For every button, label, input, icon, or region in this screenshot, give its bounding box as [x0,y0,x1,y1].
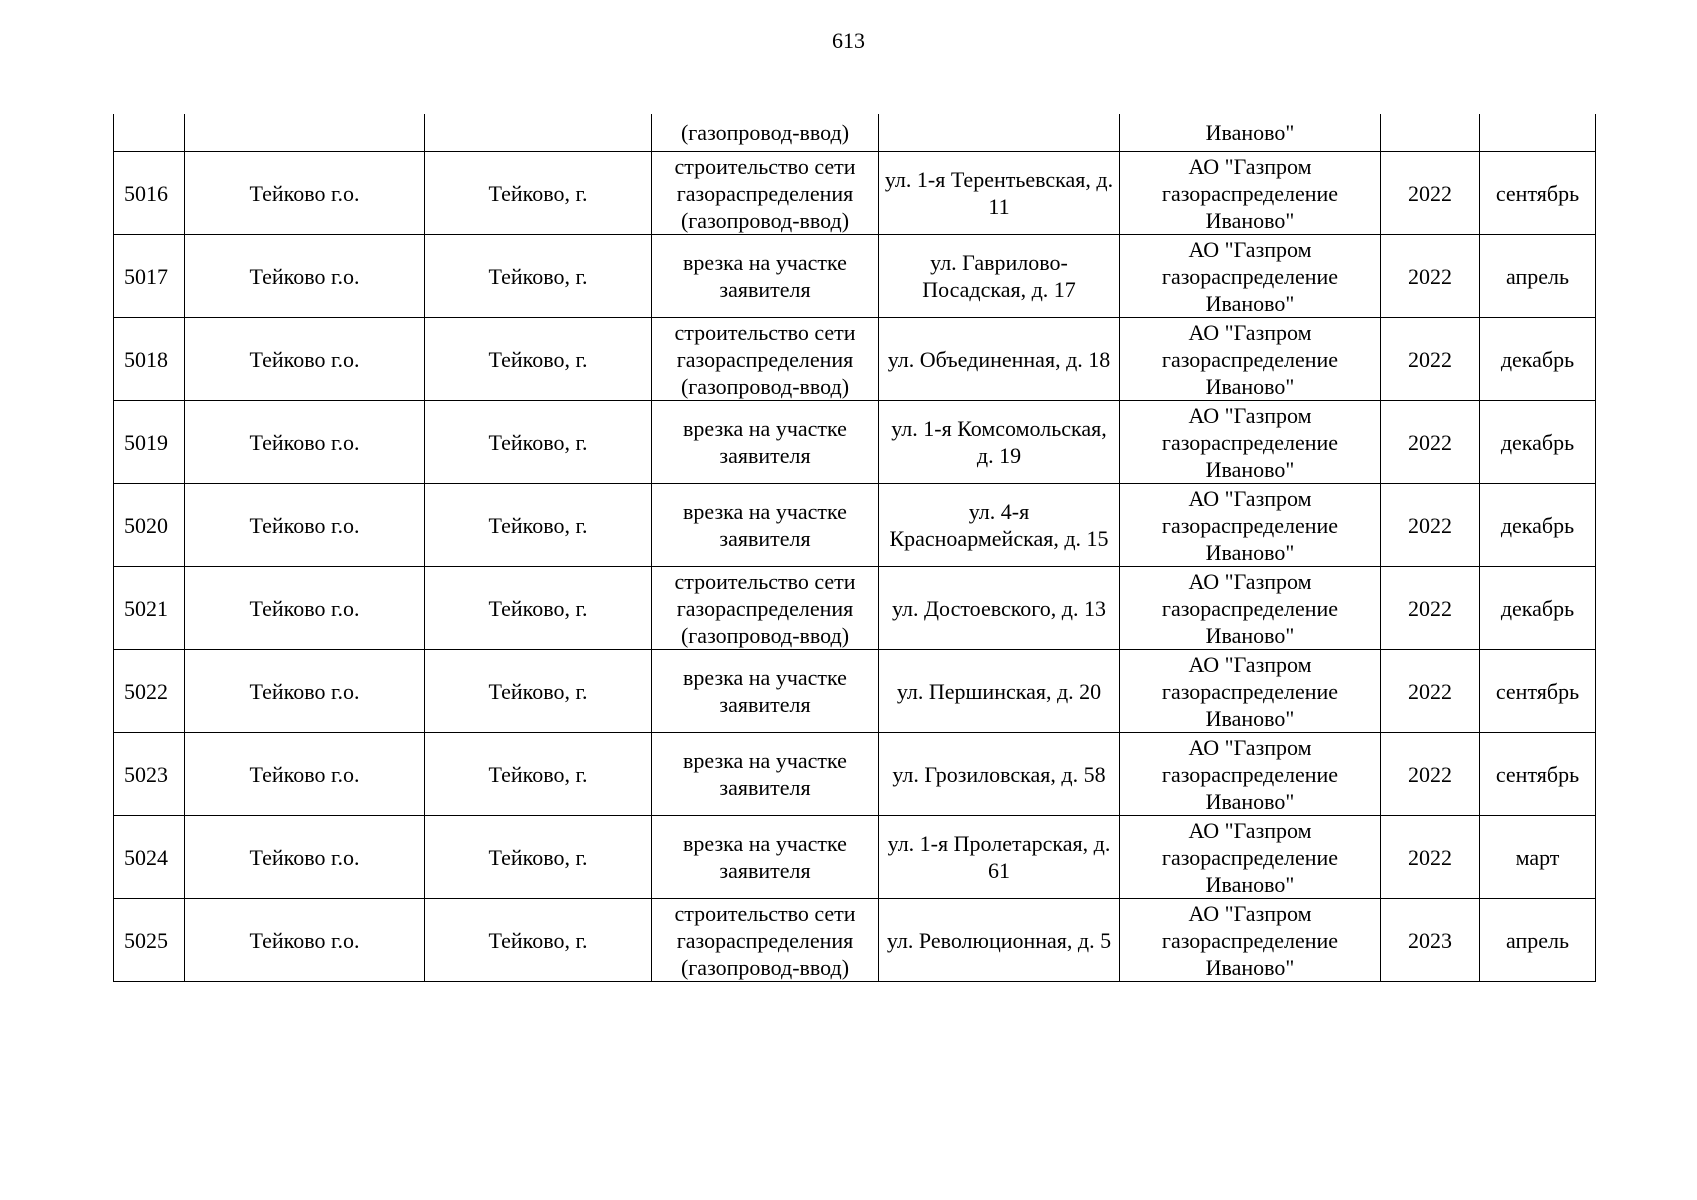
cell-locality: Тейково, г. [425,816,652,899]
cell-month: декабрь [1480,484,1596,567]
cell-district: Тейково г.о. [185,318,425,401]
cell-locality: Тейково, г. [425,567,652,650]
cell-district: Тейково г.о. [185,899,425,982]
cell-year: 2022 [1381,567,1480,650]
cell-org: АО "Газпром газораспределение Иваново" [1120,152,1381,235]
cell-locality: Тейково, г. [425,152,652,235]
cell-org: АО "Газпром газораспределение Иваново" [1120,650,1381,733]
table-row [114,484,1596,567]
cell-month: сентябрь [1480,733,1596,816]
gasification-table [113,114,1596,982]
cell-work: врезка на участке заявителя [652,650,879,733]
cell-num: 5023 [114,733,185,816]
cell-work: врезка на участке заявителя [652,484,879,567]
cell-org: АО "Газпром газораспределение Иваново" [1120,235,1381,318]
cell-num: 5017 [114,235,185,318]
cell-year: 2022 [1381,152,1480,235]
cell-locality: Тейково, г. [425,401,652,484]
cell-work: врезка на участке заявителя [652,401,879,484]
cell-locality: Тейково, г. [425,733,652,816]
table-row [114,650,1596,733]
cell-work: врезка на участке заявителя [652,235,879,318]
table-row [114,152,1596,235]
cell-work: врезка на участке заявителя [652,733,879,816]
cell-year: 2022 [1381,816,1480,899]
cell-num: 5019 [114,401,185,484]
cell-work: строительство сети газораспределения (газопровод-ввод) [652,318,879,401]
cell-num: 5016 [114,152,185,235]
cell-district: Тейково г.о. [185,567,425,650]
cell-org: АО "Газпром газораспределение Иваново" [1120,401,1381,484]
page-number: 613 [832,28,865,53]
cell-district: Тейково г.о. [185,733,425,816]
cell-address: ул. 1-я Комсомольская, д. 19 [879,401,1120,484]
cell-org: АО "Газпром газораспределение Иваново" [1120,484,1381,567]
cell-num: 5025 [114,899,185,982]
cell-address: ул. 1-я Терентьевская, д. 11 [879,152,1120,235]
cell-address: ул. Гаврилово-Посадская, д. 17 [879,235,1120,318]
cell-work: строительство сети газораспределения (газопровод-ввод) [652,899,879,982]
cell-address: ул. Грозиловская, д. 58 [879,733,1120,816]
cell-num: 5020 [114,484,185,567]
cell-work: строительство сети газораспределения (газопровод-ввод) [652,152,879,235]
cell-locality: Тейково, г. [425,235,652,318]
cell-month: декабрь [1480,318,1596,401]
cell-work: (газопровод-ввод) [652,114,879,152]
cell-year: 2022 [1381,318,1480,401]
cell-year: 2022 [1381,401,1480,484]
cell-address: ул. Объединенная, д. 18 [879,318,1120,401]
cell-locality: Тейково, г. [425,484,652,567]
cell-address: ул. Революционная, д. 5 [879,899,1120,982]
cell-month: апрель [1480,235,1596,318]
cell-org: Иваново" [1120,114,1381,152]
cell-year: 2022 [1381,484,1480,567]
cell-month: сентябрь [1480,650,1596,733]
cell-locality: Тейково, г. [425,318,652,401]
continuation-row [114,114,1596,152]
table-row [114,899,1596,982]
cell-district: Тейково г.о. [185,152,425,235]
table-row [114,318,1596,401]
cell-num: 5021 [114,567,185,650]
cell-num: 5022 [114,650,185,733]
cell-address: ул. Першинская, д. 20 [879,650,1120,733]
table-row [114,401,1596,484]
cell-district: Тейково г.о. [185,235,425,318]
cell-month: апрель [1480,899,1596,982]
cell-work: врезка на участке заявителя [652,816,879,899]
cell-address: ул. 4-я Красноармейская, д. 15 [879,484,1120,567]
cell-year: 2023 [1381,899,1480,982]
cell-month: март [1480,816,1596,899]
cell-year: 2022 [1381,650,1480,733]
table-row [114,733,1596,816]
cell-work: строительство сети газораспределения (газопровод-ввод) [652,567,879,650]
cell-org: АО "Газпром газораспределение Иваново" [1120,899,1381,982]
cell-address: ул. Достоевского, д. 13 [879,567,1120,650]
cell-org: АО "Газпром газораспределение Иваново" [1120,567,1381,650]
cell-year: 2022 [1381,235,1480,318]
cell-org: АО "Газпром газораспределение Иваново" [1120,318,1381,401]
cell-district: Тейково г.о. [185,484,425,567]
table-row [114,235,1596,318]
cell-org: АО "Газпром газораспределение Иваново" [1120,816,1381,899]
cell-num: 5018 [114,318,185,401]
cell-locality: Тейково, г. [425,899,652,982]
cell-month: декабрь [1480,401,1596,484]
cell-num: 5024 [114,816,185,899]
cell-org: АО "Газпром газораспределение Иваново" [1120,733,1381,816]
cell-district: Тейково г.о. [185,816,425,899]
table-row [114,816,1596,899]
cell-district: Тейково г.о. [185,401,425,484]
cell-year: 2022 [1381,733,1480,816]
cell-month: сентябрь [1480,152,1596,235]
cell-address: ул. 1-я Пролетарская, д. 61 [879,816,1120,899]
cell-district: Тейково г.о. [185,650,425,733]
cell-month: декабрь [1480,567,1596,650]
cell-locality: Тейково, г. [425,650,652,733]
table-row [114,567,1596,650]
